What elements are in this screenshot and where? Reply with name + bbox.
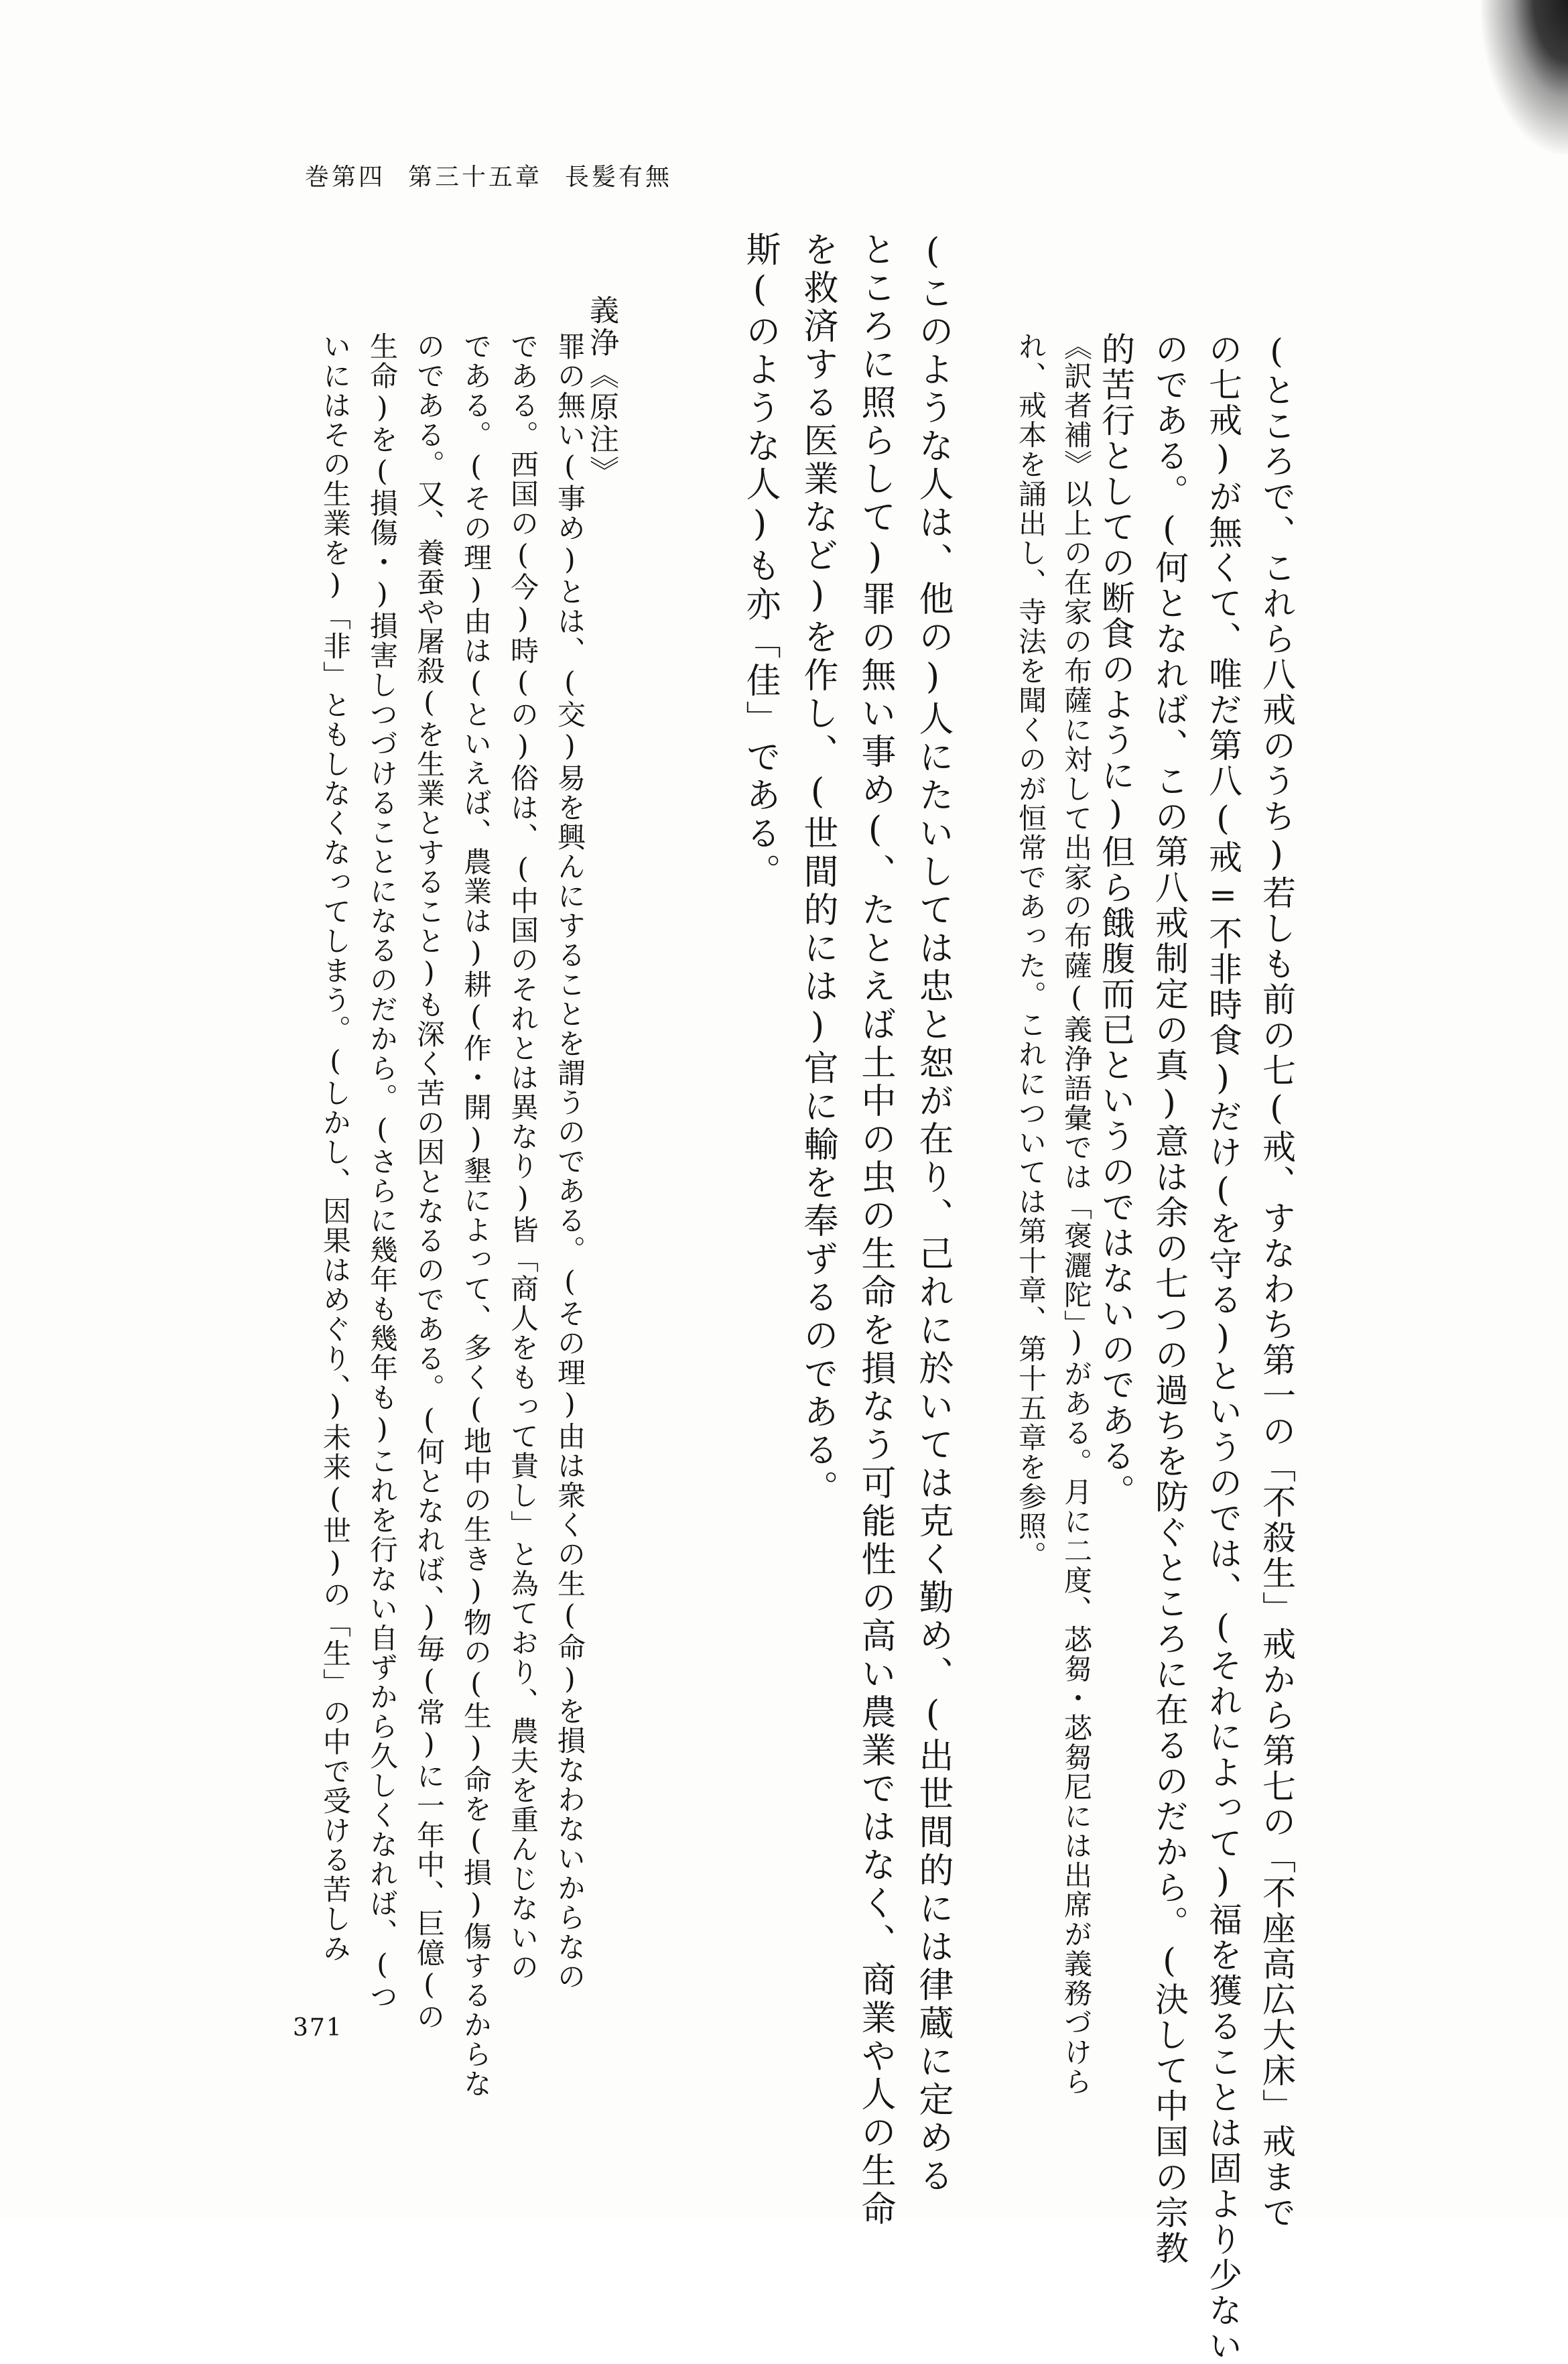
- translator-note-text-1: 以上の在家の布薩に対して出家の布薩(義浄語彙では「褒灑陀」)がある。月に二度、苾芻・苾芻尼には出席が義務づけら: [1060, 479, 1093, 2097]
- scan-shadow: [1481, 0, 1568, 154]
- paragraph-2-line-1: (このような人は、他の)人にたいしては忠と恕が在り、己れに於いては克く勤め、(出世間的には律蔵に定める: [913, 231, 953, 2196]
- original-note-line-1: 罪の無い(事め)とは、(交)易を興んにすることを謂うのである。(その理)由は衆くの生(命)を損なわないからなの: [553, 332, 586, 1991]
- translator-note: [1008, 332, 1099, 2097]
- running-head-chapter: 第三十五章: [408, 164, 543, 191]
- page-number: 371: [293, 2014, 343, 2042]
- translator-note-label: 《訳者補》: [1060, 332, 1093, 479]
- original-note-line-6: いにはその生業を)「非」ともしなくなってしまう。(しかし、因果はめぐり、)未来(世)の「生」の中で受ける苦しみ: [319, 332, 352, 1963]
- paragraph-1-line-1: (ところで、これら八戒のうち)若しも前の七(戒、すなわち第一の「不殺生」戒から第七の「不座高広大床」戒まで: [1257, 332, 1296, 2231]
- original-note-line-5: 生命)を(損傷・)損害しつづけることになるのだから。(さらに幾年も幾年も)これを行ない自ずから久しくなれば、(つ: [366, 332, 399, 2011]
- paragraph-2-line-3: を救済する医業など)を作し、(世間的には)官に輸を奉ずるのである。: [797, 231, 838, 1508]
- translator-note-line-2: れ、戒本を誦出し、寺法を聞くのが恒常であった。これについては第十章、第十五章を参照。: [1015, 332, 1047, 1570]
- paragraph-1-line-2: の七戒)が無くて、唯だ第八(戒=不非時食)だけ(を守る)というのでは、(それによって)福を獲ることは固より少ない: [1203, 332, 1242, 2364]
- original-note-line-2: である。西国の(今)時(の)俗は、(中国のそれとは異なり)皆「商人をもって貴し」と為ており、農夫を重んじないの: [507, 332, 539, 1982]
- running-head: [305, 158, 672, 192]
- paragraph-1-line-4: 的苦行としての断食のように)但ら餓腹而已というのではないのである。: [1096, 332, 1135, 1509]
- original-note-line-4: のである。又、養蚕や屠殺(を生業とすること)も深く苦の因となるのである。(何となれば、)毎(常)に一年中、巨億(の: [413, 332, 446, 2032]
- original-note-heading: 義浄《原注》: [584, 295, 618, 488]
- paragraph-1: [1089, 332, 1303, 2364]
- running-head-title: 長髪有無: [565, 164, 673, 191]
- paragraph-1-line-3: のである。(何となれば、この第八戒制定の真)意は余の七つの過ちを防ぐところに在るのだから。(決して中国の宗教: [1150, 332, 1189, 2266]
- original-note-line-3: である。(その理)由は(といえば、農業は)耕(作・開)墾によって、多く(地中の生き)物の(生)命を(損)傷するからな: [460, 332, 493, 2099]
- paragraph-2-line-4: 斯(のような人)も亦「佳」である。: [740, 231, 780, 891]
- paragraph-2: [731, 231, 962, 2229]
- translator-note-line-1: [1053, 332, 1099, 2097]
- running-head-volume: 巻第四: [305, 164, 386, 191]
- paragraph-2-line-2: ところに照らして)罪の無い事め(、たとえば土中の虫の生命を損なう可能性の高い農業ではなく、商業や人の生命: [855, 231, 895, 2229]
